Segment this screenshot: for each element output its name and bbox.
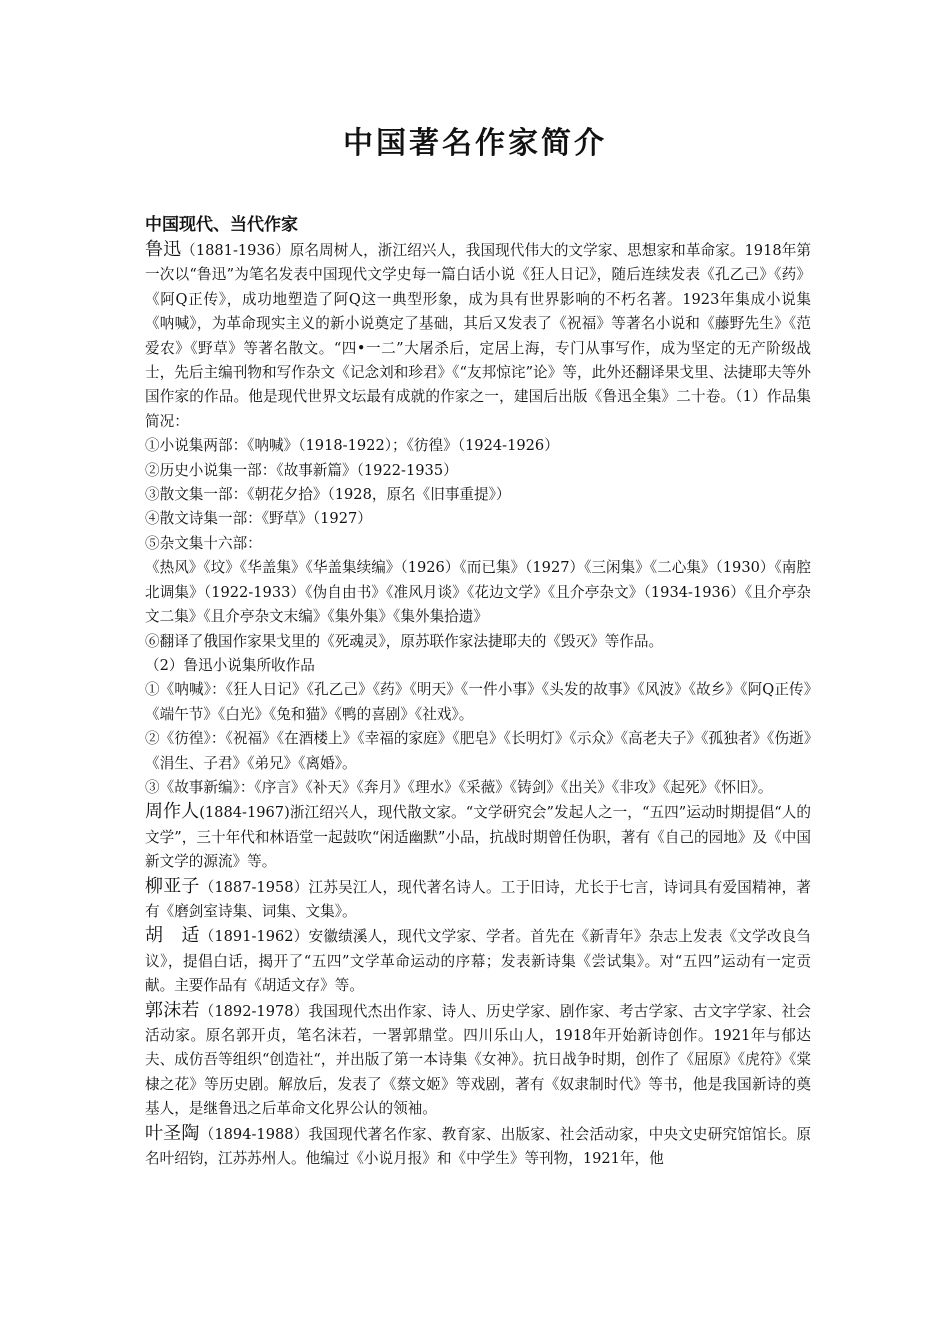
author-name: 鲁迅 (145, 239, 182, 260)
works-line: ②《彷徨》：《祝福》《在酒楼上》《幸福的家庭》《肥皂》《长明灯》《示众》《高老夫子》《孤独者》《伤逝》《涓生、子君》《弟兄》《离婚》。 (145, 730, 811, 772)
author-bio: （1894-1988）我国现代著名作家、教育家、出版家、社会活动家，中央文史研究馆馆长。原名叶绍钧，江苏苏州人。他编过《小说月报》和《中学生》等刊物，1921年，他 (145, 1125, 812, 1168)
document-body (145, 212, 811, 1171)
author-name: 叶圣陶 (145, 1122, 200, 1144)
author-bio: （1892-1978）我国现代杰出作家、诗人、历史学家、剧作家、考古学家、古文字学家、社会活动家。原名郭开贞，笔名沫若，一署郭鼎堂。四川乐山人，1918年开始新诗创作。1921年与郁达夫、成仿吾等组织“创造社“，并出版了第一本诗集《女神》。抗日战争时期，创作了《屈原》《虎符》《棠棣之花》等历史剧。解放后，发表了《蔡文姬》等戏剧，著有《奴隶制时代》等书，他是我国新诗的奠基人，是继鲁迅之后革命文化界公认的领袖。 (145, 1002, 812, 1118)
author-entry-luxun (145, 238, 811, 434)
works-line: ④散文诗集一部：《野草》（1927） (145, 510, 372, 528)
author-entry-zhou-zuoren (145, 800, 811, 874)
author-bio: （1881-1936）原名周树人，浙江绍兴人，我国现代伟大的文学家、思想家和革命家。1918年第一次以“鲁迅”为笔名发表中国现代文学史每一篇白话小说《狂人日记》，随后连续发表《孔乙己》《药》《阿Q正传》，成功地塑造了阿Q这一典型形象，成为具有世界影响的不朽名著。1923年集成小说集《呐喊》，为革命现实主义的新小说奠定了基础，其后又发表了《祝福》等著名小说和《藤野先生》《范爱农》《野草》等著名散文。“四•一二”大屠杀后，定居上海，专门从事写作，成为坚定的无产阶级战士，先后主编刊物和写作杂文《记念刘和珍君》《“友邦惊诧”论》等，此外还翻译果戈里、法捷耶夫等外国作家的作品。他是现代世界文坛最有成就的作家之一，建国后出版《鲁迅全集》二十卷。（1）作品集简况： (145, 242, 812, 430)
author-entry-liu-yazi (145, 875, 811, 925)
author-entry-ye-shengtao (145, 1122, 811, 1172)
works-line: ③《故事新编》：《序言》《补天》《奔月》《理水》《采薇》《铸剑》《出关》《非攻》《起死》《怀旧》。 (145, 778, 773, 796)
section-heading: 中国现代、当代作家 (145, 215, 298, 235)
author-entry-hu-shi (145, 924, 811, 998)
author-bio: (1884-1967)浙江绍兴人，现代散文家。“文学研究会”发起人之一，“五四”运动时期提倡“人的文学”，三十年代和林语堂一起鼓吹“闲适幽默”小品，抗战时期曾任伪职，著有《自己的园地》及《中国新文学的源流》等。 (145, 804, 812, 871)
works-line: ①《呐喊》：《狂人日记》《孔乙己》《药》《明天》《一件小事》《头发的故事》《风波》《故乡》《阿Q正传》《端午节》《白光》《兔和猫》《鸭的喜剧》《社戏》。 (145, 681, 811, 723)
document-title: 中国著名作家简介 (343, 126, 607, 161)
author-bio: （1887-1958）江苏吴江人，现代著名诗人。工于旧诗，尤长于七言，诗词具有爱国精神，著有《磨剑室诗集、词集、文集》。 (145, 878, 812, 920)
works-line: ②历史小说集一部：《故事新篇》（1922-1935） (145, 461, 458, 479)
works-line: ①小说集两部：《呐喊》（1918-1922）；《彷徨》（1924-1926） (145, 437, 559, 455)
works-line: （2）鲁迅小说集所收作品 (145, 656, 315, 674)
author-name: 郭沫若 (145, 999, 200, 1021)
author-name: 胡 适 (145, 925, 200, 947)
author-entry-guo-moruo (145, 999, 811, 1122)
author-bio: （1891-1962）安徽绩溪人，现代文学家、学者。首先在《新青年》杂志上发表《文学改良刍议》，提倡白话，揭开了“五四”文学革命运动的序幕；发表新诗集《尝试集》。对“五四”运动有一定贡献。主要作品有《胡适文存》等。 (145, 928, 812, 995)
works-line: ⑤杂文集十六部： (145, 534, 262, 552)
author-name: 柳亚子 (145, 875, 200, 897)
works-line: 《热风》《坟》《华盖集》《华盖集续编》（1926）《而已集》（1927）《三闲集》《二心集》（1930）《南腔北调集》（1922-1933）《伪自由书》《准风月谈》《花边文学》《且介亭杂文》（1934-1936）《且介亭杂文二集》《且介亭杂文末编》《集外集》《集外集拾遗》 (145, 559, 811, 626)
works-line: ③散文集一部：《朝花夕拾》（1928，原名《旧事重提》） (145, 486, 511, 504)
author-name: 周作人 (145, 801, 200, 823)
works-line: ⑥翻译了俄国作家果戈里的《死魂灵》，原苏联作家法捷耶夫的《毁灭》等作品。 (145, 632, 664, 650)
